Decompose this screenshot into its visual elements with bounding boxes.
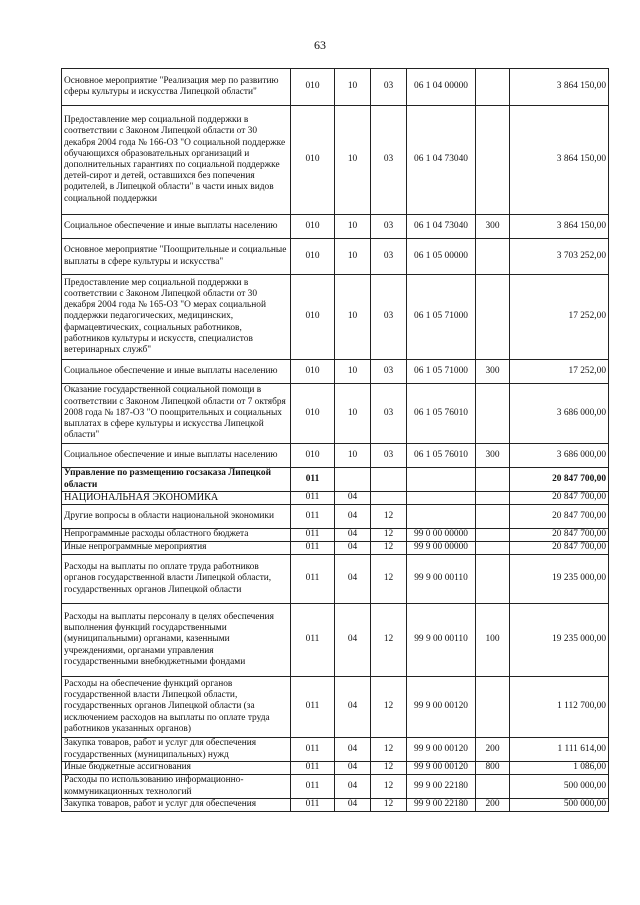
target-article-cell: 99 9 00 22180 (407, 775, 476, 799)
subsection-code-cell: 12 (371, 799, 407, 812)
item-name-cell: Предоставление мер социальной поддержки в соответствии с Законом Липецкой области от 30 декабря 2004 года № 165-ОЗ "О мерах социальной поддержки педагогических, медицинских, фармацевтических, социальных работников, работников культуры и искусств, специалистов ветеринарных служб" (62, 275, 291, 360)
item-name-cell: Другие вопросы в области национальной экономики (62, 505, 291, 529)
item-name-cell: Основное мероприятие "Поощрительные и социальные выплаты в сфере культуры и искусства" (62, 239, 291, 275)
expense-type-cell (476, 529, 510, 542)
admin-code-cell: 011 (291, 492, 335, 505)
subsection-code-cell: 03 (371, 239, 407, 275)
item-name-cell: Непрограммные расходы областного бюджета (62, 529, 291, 542)
section-code-cell: 04 (335, 604, 371, 677)
item-name-cell: НАЦИОНАЛЬНАЯ ЭКОНОМИКА (62, 492, 291, 505)
target-article-cell: 06 1 05 76010 (407, 384, 476, 444)
table-row (62, 505, 609, 529)
item-name-cell: Социальное обеспечение и иные выплаты населению (62, 215, 291, 239)
amount-cell: 20 847 700,00 (510, 529, 609, 542)
section-code-cell: 04 (335, 775, 371, 799)
admin-code-cell: 010 (291, 384, 335, 444)
admin-code-cell: 011 (291, 677, 335, 738)
target-article-cell (407, 468, 476, 492)
subsection-code-cell: 12 (371, 529, 407, 542)
subsection-code-cell: 12 (371, 604, 407, 677)
expense-type-cell: 100 (476, 604, 510, 677)
expense-type-cell (476, 239, 510, 275)
section-code-cell: 10 (335, 239, 371, 275)
subsection-code-cell: 12 (371, 775, 407, 799)
section-code-cell: 10 (335, 384, 371, 444)
section-code-cell: 10 (335, 106, 371, 215)
expense-type-cell: 200 (476, 799, 510, 812)
target-article-cell: 99 9 00 22180 (407, 799, 476, 812)
table-row (62, 468, 609, 492)
table-row (62, 492, 609, 505)
section-code-cell (335, 468, 371, 492)
expense-type-cell (476, 69, 510, 106)
subsection-code-cell: 12 (371, 542, 407, 555)
table-row (62, 762, 609, 775)
expense-type-cell (476, 677, 510, 738)
section-code-cell: 04 (335, 542, 371, 555)
section-code-cell: 04 (335, 738, 371, 762)
subsection-code-cell: 12 (371, 555, 407, 604)
table-row (62, 384, 609, 444)
target-article-cell: 06 1 05 71000 (407, 275, 476, 360)
table-row (62, 239, 609, 275)
table-row (62, 106, 609, 215)
item-name-cell: Социальное обеспечение и иные выплаты населению (62, 360, 291, 384)
table-body (62, 69, 609, 812)
item-name-cell: Расходы на выплаты персоналу в целях обеспечения выполнения функций государственными (муниципальными) органами, казенными учреждениями, органами управления государственными внебюджетными фондами (62, 604, 291, 677)
subsection-code-cell: 03 (371, 106, 407, 215)
section-code-cell: 04 (335, 677, 371, 738)
section-code-cell: 04 (335, 555, 371, 604)
admin-code-cell: 010 (291, 360, 335, 384)
section-code-cell: 10 (335, 215, 371, 239)
subsection-code-cell: 03 (371, 215, 407, 239)
table-row (62, 775, 609, 799)
section-code-cell: 04 (335, 529, 371, 542)
subsection-code-cell: 12 (371, 677, 407, 738)
subsection-code-cell (371, 492, 407, 505)
target-article-cell: 99 0 00 00000 (407, 529, 476, 542)
target-article-cell: 06 1 04 73040 (407, 215, 476, 239)
item-name-cell: Расходы по использованию информационно-коммуникационных технологий (62, 775, 291, 799)
admin-code-cell: 011 (291, 505, 335, 529)
table-row (62, 69, 609, 106)
target-article-cell: 06 1 05 76010 (407, 444, 476, 468)
item-name-cell: Оказание государственной социальной помощи в соответствии с Законом Липецкой области от 7 октября 2008 года № 187-ОЗ "О поощрительных и социальных выплатах в сфере культуры и искусства Липецкой области" (62, 384, 291, 444)
admin-code-cell: 011 (291, 762, 335, 775)
subsection-code-cell: 03 (371, 384, 407, 444)
amount-cell: 500 000,00 (510, 799, 609, 812)
section-code-cell: 04 (335, 492, 371, 505)
item-name-cell: Иные непрограммные мероприятия (62, 542, 291, 555)
target-article-cell: 06 1 04 00000 (407, 69, 476, 106)
target-article-cell: 06 1 05 00000 (407, 239, 476, 275)
expense-type-cell (476, 492, 510, 505)
section-code-cell: 04 (335, 505, 371, 529)
expense-type-cell: 800 (476, 762, 510, 775)
admin-code-cell: 011 (291, 775, 335, 799)
admin-code-cell: 010 (291, 106, 335, 215)
admin-code-cell: 011 (291, 555, 335, 604)
item-name-cell: Закупка товаров, работ и услуг для обеспечения (62, 799, 291, 812)
section-code-cell: 04 (335, 762, 371, 775)
table-row (62, 738, 609, 762)
expense-type-cell (476, 106, 510, 215)
amount-cell: 500 000,00 (510, 775, 609, 799)
target-article-cell (407, 492, 476, 505)
item-name-cell: Основное мероприятие "Реализация мер по развитию сферы культуры и искусства Липецкой области" (62, 69, 291, 106)
amount-cell: 1 112 700,00 (510, 677, 609, 738)
target-article-cell: 06 1 04 73040 (407, 106, 476, 215)
subsection-code-cell: 12 (371, 505, 407, 529)
table-row (62, 677, 609, 738)
subsection-code-cell: 03 (371, 275, 407, 360)
table-row (62, 604, 609, 677)
expense-type-cell: 300 (476, 360, 510, 384)
amount-cell: 3 864 150,00 (510, 69, 609, 106)
subsection-code-cell: 12 (371, 738, 407, 762)
amount-cell: 19 235 000,00 (510, 555, 609, 604)
expense-type-cell (476, 775, 510, 799)
target-article-cell: 99 9 00 00120 (407, 677, 476, 738)
amount-cell: 19 235 000,00 (510, 604, 609, 677)
target-article-cell: 99 9 00 00110 (407, 555, 476, 604)
item-name-cell: Управление по размещению госзаказа Липецкой области (62, 468, 291, 492)
target-article-cell (407, 505, 476, 529)
subsection-code-cell: 03 (371, 360, 407, 384)
page-number: 63 (314, 38, 326, 52)
section-code-cell: 10 (335, 444, 371, 468)
target-article-cell: 99 9 00 00120 (407, 738, 476, 762)
amount-cell: 20 847 700,00 (510, 505, 609, 529)
amount-cell: 20 847 700,00 (510, 492, 609, 505)
table-row (62, 799, 609, 812)
amount-cell: 1 086,00 (510, 762, 609, 775)
table-row (62, 529, 609, 542)
subsection-code-cell: 03 (371, 69, 407, 106)
admin-code-cell: 010 (291, 275, 335, 360)
target-article-cell: 99 9 00 00000 (407, 542, 476, 555)
amount-cell: 3 864 150,00 (510, 106, 609, 215)
amount-cell: 17 252,00 (510, 360, 609, 384)
target-article-cell: 99 9 00 00120 (407, 762, 476, 775)
target-article-cell: 99 9 00 00110 (407, 604, 476, 677)
target-article-cell: 06 1 05 71000 (407, 360, 476, 384)
admin-code-cell: 011 (291, 542, 335, 555)
admin-code-cell: 010 (291, 69, 335, 106)
section-code-cell: 04 (335, 799, 371, 812)
amount-cell: 17 252,00 (510, 275, 609, 360)
admin-code-cell: 011 (291, 529, 335, 542)
expense-type-cell: 200 (476, 738, 510, 762)
table-row (62, 542, 609, 555)
expense-type-cell: 300 (476, 215, 510, 239)
section-code-cell: 10 (335, 275, 371, 360)
expense-type-cell (476, 275, 510, 360)
subsection-code-cell: 03 (371, 444, 407, 468)
expense-type-cell (476, 468, 510, 492)
expense-type-cell (476, 555, 510, 604)
item-name-cell: Предоставление мер социальной поддержки в соответствии с Законом Липецкой области от 30 декабря 2004 года № 166-ОЗ "О социальной поддержке обучающихся образовательных организаций и дополнительных гарантиях по социальной поддержке детей-сирот и детей, оставшихся без попечения родителей, в Липецкой области" в части иных видов социальной поддержки (62, 106, 291, 215)
expense-type-cell (476, 542, 510, 555)
expense-type-cell (476, 384, 510, 444)
amount-cell: 3 864 150,00 (510, 215, 609, 239)
expense-type-cell (476, 505, 510, 529)
admin-code-cell: 011 (291, 468, 335, 492)
amount-cell: 20 847 700,00 (510, 542, 609, 555)
admin-code-cell: 010 (291, 215, 335, 239)
item-name-cell: Иные бюджетные ассигнования (62, 762, 291, 775)
amount-cell: 1 111 614,00 (510, 738, 609, 762)
section-code-cell: 10 (335, 69, 371, 106)
admin-code-cell: 010 (291, 444, 335, 468)
table-row (62, 360, 609, 384)
item-name-cell: Закупка товаров, работ и услуг для обеспечения государственных (муниципальных) нужд (62, 738, 291, 762)
item-name-cell: Расходы на обеспечение функций органов государственной власти Липецкой области, государственных органов Липецкой области (за исключением расходов на выплаты по оплате труда работников указанных органов) (62, 677, 291, 738)
amount-cell: 3 686 000,00 (510, 384, 609, 444)
item-name-cell: Социальное обеспечение и иные выплаты населению (62, 444, 291, 468)
admin-code-cell: 011 (291, 604, 335, 677)
table-row (62, 215, 609, 239)
admin-code-cell: 011 (291, 799, 335, 812)
amount-cell: 20 847 700,00 (510, 468, 609, 492)
amount-cell: 3 703 252,00 (510, 239, 609, 275)
admin-code-cell: 010 (291, 239, 335, 275)
table-row (62, 275, 609, 360)
table-row (62, 444, 609, 468)
section-code-cell: 10 (335, 360, 371, 384)
subsection-code-cell (371, 468, 407, 492)
budget-table (61, 68, 609, 812)
expense-type-cell: 300 (476, 444, 510, 468)
subsection-code-cell: 12 (371, 762, 407, 775)
table-row (62, 555, 609, 604)
admin-code-cell: 011 (291, 738, 335, 762)
item-name-cell: Расходы на выплаты по оплате труда работников органов государственной власти Липецкой области, государственных органов Липецкой области (62, 555, 291, 604)
amount-cell: 3 686 000,00 (510, 444, 609, 468)
